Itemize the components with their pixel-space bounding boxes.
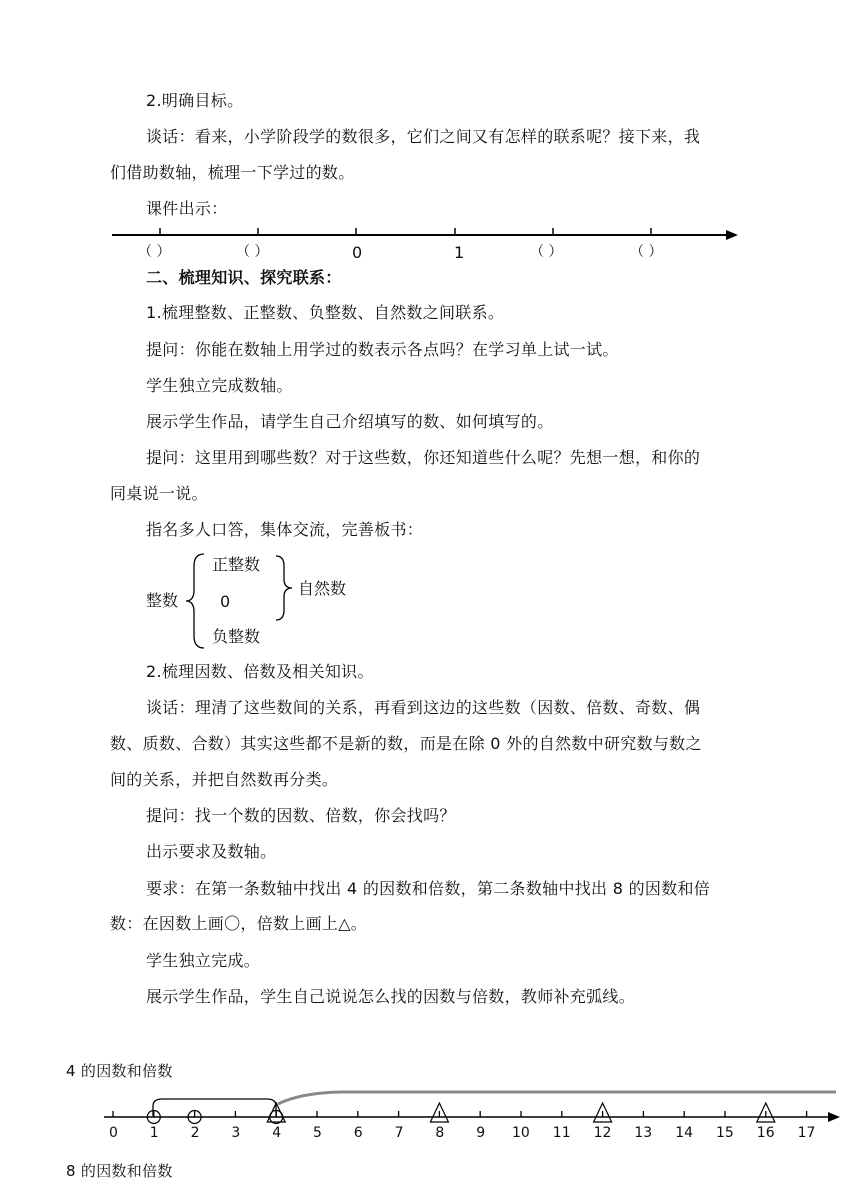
axis2-tick-label-11: 11: [552, 1125, 571, 1141]
paragraph-s3: 指名多人口答，集体交流，完善板书：: [146, 520, 424, 539]
paragraph-req-b: 数：在因数上画〇，倍数上画上△。: [110, 914, 368, 933]
axis8-title: 8 的因数和倍数: [66, 1162, 173, 1180]
axis2-tick-label-16: 16: [756, 1125, 775, 1141]
axis2-tick-label-2: 2: [190, 1125, 200, 1141]
paragraph-s2: 展示学生作品，请学生自己介绍填写的数、如何填写的。: [146, 412, 554, 431]
wavy-decoration: [278, 1092, 836, 1104]
courseware-show: 课件出示：: [146, 199, 228, 218]
axis1-label-4: （ ）: [530, 244, 563, 260]
axis2-tick-label-5: 5: [313, 1125, 322, 1141]
paragraph-s1: 学生独立完成数轴。: [146, 376, 293, 395]
natural-number-label: 自然数: [298, 579, 347, 598]
arc-1-to-4: [153, 1099, 276, 1116]
axis2-tick-label-12: 12: [593, 1125, 612, 1141]
talk-paragraph-1a: 谈话：看来，小学阶段学的数很多，它们之间又有怎样的联系呢？接下来，我: [146, 127, 701, 146]
paragraph-s5: 学生独立完成。: [146, 951, 261, 970]
axis2-tick-label-4: 4: [272, 1125, 282, 1141]
axis2-tick-label-17: 17: [797, 1125, 816, 1141]
paragraph-req-a: 要求：在第一条数轴中找出 4 的因数和倍数，第二条数轴中找出 8 的因数和倍: [146, 879, 711, 898]
paragraph-s6: 展示学生作品，学生自己说说怎么找的因数与倍数，教师补充弧线。: [146, 987, 636, 1006]
axis2-tick-label-3: 3: [231, 1125, 241, 1141]
axis1-label-5: （ ）: [630, 244, 663, 260]
axis2-tick-label-10: 10: [512, 1125, 530, 1141]
paragraph-p1: 1.梳理整数、正整数、负整数、自然数之间联系。: [146, 303, 505, 322]
axis1-label-3: 1: [454, 243, 465, 262]
paragraph-q2a: 提问：这里用到哪些数？对于这些数，你还知道些什么呢？先想一想，和你的: [146, 448, 701, 467]
talk-paragraph-1b: 们借助数轴，梳理一下学过的数。: [110, 163, 355, 182]
axis2-tick-label-14: 14: [675, 1125, 694, 1141]
paragraph-q3: 提问：找一个数的因数、倍数，你会找吗？: [146, 806, 456, 825]
axis2-tick-label-1: 1: [149, 1125, 159, 1141]
axis4-title: 4 的因数和倍数: [66, 1062, 173, 1080]
axis2-arrow: [828, 1112, 840, 1122]
axis2-tick-label-9: 9: [476, 1125, 486, 1141]
axis1-label-2: 0: [352, 243, 363, 262]
negative-integer-label: 负整数: [212, 627, 261, 646]
axis2-tick-label-8: 8: [435, 1125, 445, 1141]
paragraph-q1: 提问：你能在数轴上用学过的数表示各点吗？在学习单上试一试。: [146, 340, 619, 359]
paragraph-talk2b: 数、质数、合数）其实这些都不是新的数，而是在除 0 外的自然数中研究数与数之: [110, 734, 702, 753]
paragraph-talk2c: 间的关系，并把自然数再分类。: [110, 770, 339, 789]
whole-number-label: 整数: [146, 591, 179, 610]
axis2-tick-label-6: 6: [353, 1125, 363, 1141]
zero-label: 0: [220, 592, 231, 611]
positive-integer-label: 正整数: [212, 555, 261, 574]
axis2-tick-label-7: 7: [394, 1125, 404, 1141]
axis2-tick-label-0: 0: [109, 1125, 118, 1141]
axis2-tick-label-13: 13: [634, 1125, 653, 1141]
axis2-tick-label-15: 15: [716, 1125, 734, 1141]
paragraph-p2: 2.梳理因数、倍数及相关知识。: [146, 662, 374, 681]
axis1-label-1: （ ）: [236, 244, 269, 260]
paragraph-s4: 出示要求及数轴。: [146, 842, 277, 861]
section-heading-2: 二、梳理知识、探究联系：: [146, 268, 342, 287]
goal-heading: 2.明确目标。: [146, 91, 244, 110]
paragraph-talk2a: 谈话：理清了这些数间的关系，再看到这边的这些数（因数、倍数、奇数、偶: [146, 698, 701, 717]
axis1-label-0: （ ）: [138, 244, 171, 260]
paragraph-q2b: 同桌说一说。: [110, 484, 208, 503]
